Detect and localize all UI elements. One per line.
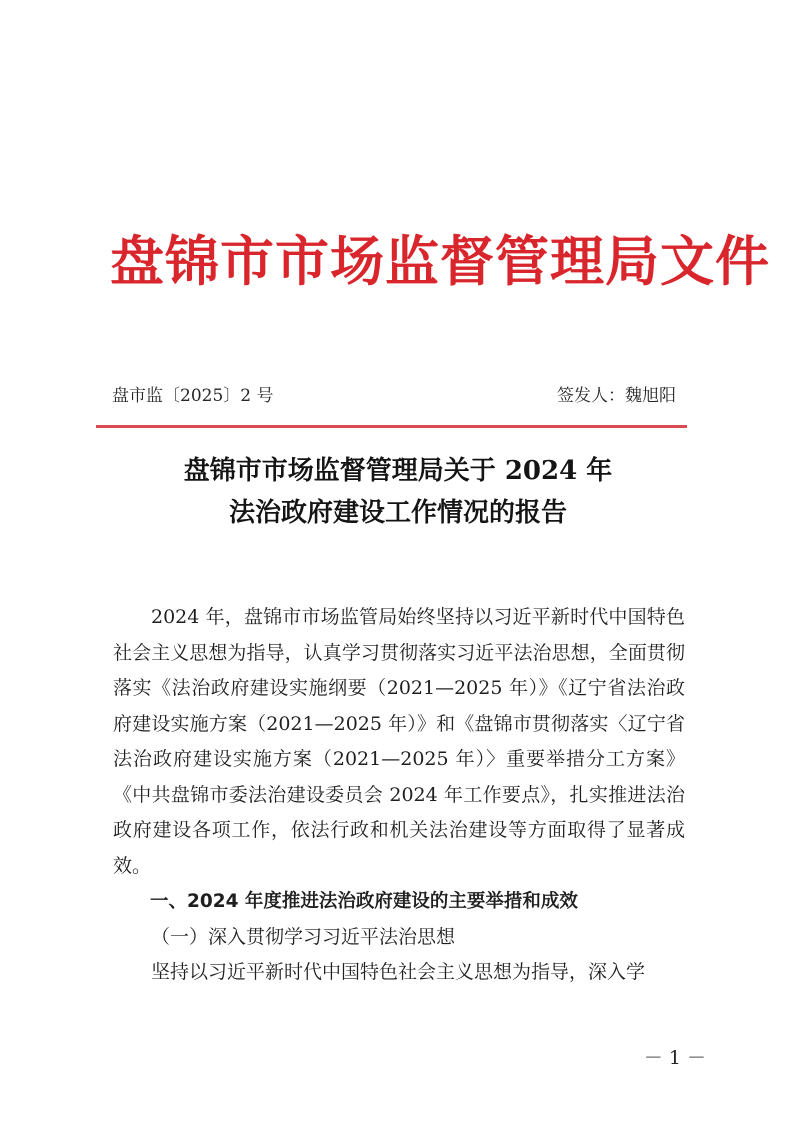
intro-paragraph: 2024 年，盘锦市市场监管局始终坚持以习近平新时代中国特色社会主义思想为指导，认真学习贯彻落实习近平法治思想，全面贯彻落实《法治政府建设实施纲要（2021—2025 年）》《辽宁省法治政府建设实施方案（2021—2025 年）》和《盘锦市贯彻落实〈辽宁省法治政府建设实施方案（2021—2025 年）〉重要举措分工方案》《中共盘锦市委法治建设委员会 2024 年工作要点》，扎实推进法治政府建设各项工作，依法行政和机关法治建设等方面取得了显著成效。 [113, 606, 685, 877]
sub-paragraph: 坚持以习近平新时代中国特色社会主义思想为指导，深入学 [151, 961, 646, 983]
page-number: － 1 － [643, 1047, 706, 1069]
document-number: 盘市监〔2025〕2 号 [112, 386, 274, 406]
report-title [100, 450, 696, 534]
body-text [113, 600, 685, 991]
document-header-title: 盘锦市市场监督管理局文件 [110, 229, 770, 293]
report-title-line-2: 法治政府建设工作情况的报告 [228, 498, 567, 528]
red-divider-rule [96, 425, 687, 428]
report-title-line-1: 盘锦市市场监督管理局关于 2024 年 [183, 456, 613, 486]
section-heading: 一、2024 年度推进法治政府建设的主要举措和成效 [150, 891, 578, 912]
signer: 签发人：魏旭阳 [557, 386, 676, 406]
sub-heading: （一）深入贯彻学习习近平法治思想 [151, 925, 456, 948]
